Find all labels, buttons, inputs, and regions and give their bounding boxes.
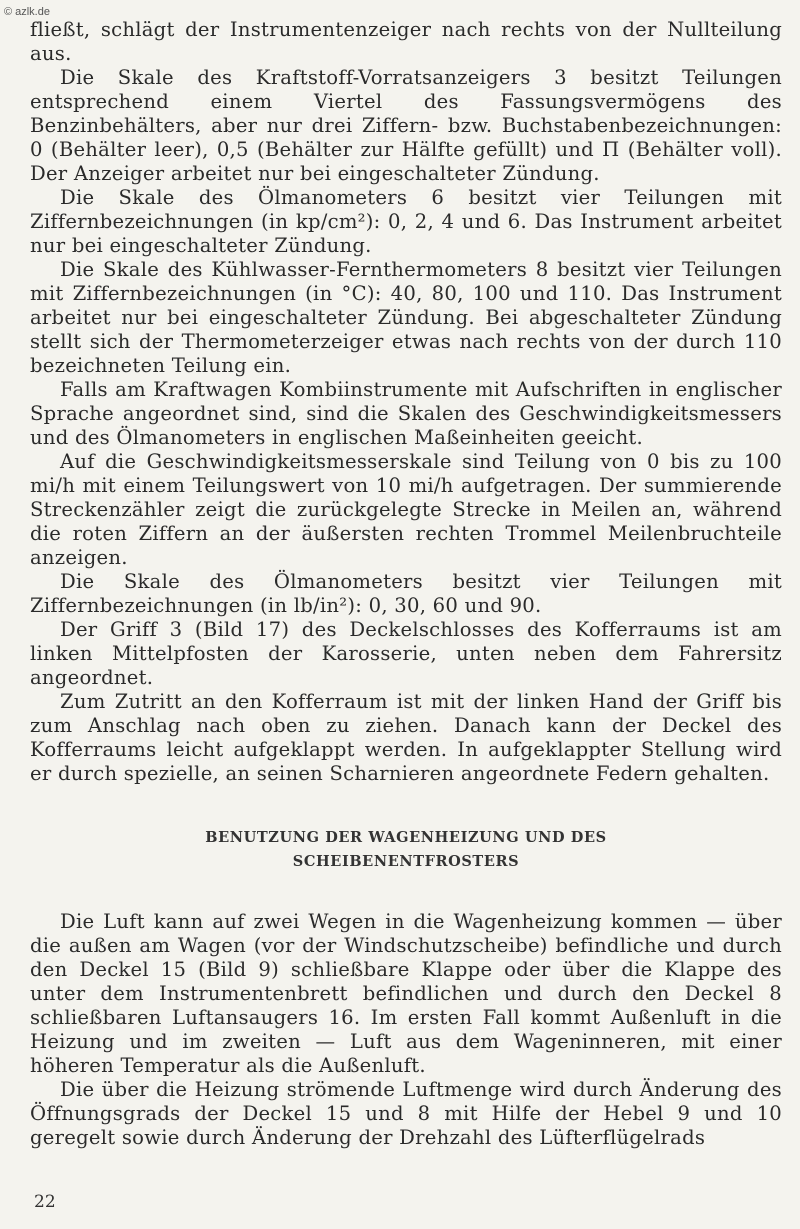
paragraph-oil-manometer-imperial: Die Skale des Ölmanometers besitzt vier Teilungen mit Ziffernbezeichnungen (in lb/in²): 0, 30, 60 und 90. bbox=[30, 570, 782, 617]
paragraph-speedometer: Auf die Geschwindigkeitsmesserskale sind Teilung von 0 bis zu 100 mi/h mit einem Teilungswert von 10 mi/h aufgetragen. Der summierende Streckenzähler zeigt die zurückgelegte Strecke in Meilen an, während die roten Ziffern an der äußersten rechten Trommel Meilenbruchteile anzeigen. bbox=[30, 450, 782, 569]
paragraph-trunk-handle: Der Griff 3 (Bild 17) des Deckelschlosses des Kofferraums ist am linken Mittelpfosten der Karosserie, unten neben dem Fahrersitz angeordnet. bbox=[30, 618, 782, 689]
paragraph-thermometer: Die Skale des Kühlwasser-Fernthermometers 8 besitzt vier Teilungen mit Ziffernbezeichnungen (in °C): 40, 80, 100 und 110. Das Instrument arbeitet nur bei eingeschalteter Zündung. Bei abgeschalteter Zündung stellt sich der Thermometerzeiger etwas nach rechts von der durch 110 bezeichneten Teilung ein. bbox=[30, 258, 782, 377]
paragraph-oil-manometer: Die Skale des Ölmanometers 6 besitzt vier Teilungen mit Ziffernbezeichnungen (in kp/cm²): 0, 2, 4 und 6. Das Instrument arbeitet nur bei eingeschalteter Zündung. bbox=[30, 186, 782, 257]
paragraph-trunk-access: Zum Zutritt an den Kofferraum ist mit der linken Hand der Griff bis zum Anschlag nach oben zu ziehen. Danach kann der Deckel des Kofferraums leicht aufgeklappt werden. In aufgeklappter Stellung wird er durch spezielle, an seinen Scharnieren angeordnete Federn gehalten. bbox=[30, 690, 782, 785]
page-body bbox=[30, 18, 782, 1150]
section-heading bbox=[30, 826, 782, 874]
page-number: 22 bbox=[34, 1192, 56, 1212]
copyright-icon: © bbox=[4, 6, 13, 18]
watermark-text: azlk.de bbox=[15, 6, 50, 18]
paragraph-heater-regulation: Die über die Heizung strömende Luftmenge wird durch Änderung des Öffnungsgrads der Deckel 15 und 8 mit Hilfe der Hebel 9 und 10 geregelt sowie durch Änderung der Drehzahl des Lüfterflügelrads bbox=[30, 1078, 782, 1149]
paragraph-english-instruments: Falls am Kraftwagen Kombiinstrumente mit Aufschriften in englischer Sprache angeordnet sind, sind die Skalen des Geschwindigkeitsmessers und des Ölmanometers in englischen Maßeinheiten geeicht. bbox=[30, 378, 782, 449]
paragraph-heater-air: Die Luft kann auf zwei Wegen in die Wagenheizung kommen — über die außen am Wagen (vor der Windschutzscheibe) befindliche und durch den Deckel 15 (Bild 9) schließbare Klappe oder über die Klappe des unter dem Instrumentenbrett befindlichen und durch den Deckel 8 schließbaren Luftansaugers 16. Im ersten Fall kommt Außenluft in die Heizung und im zweiten — Luft aus dem Wageninneren, mit einer höheren Temperatur als die Außenluft. bbox=[30, 910, 782, 1077]
watermark bbox=[4, 6, 50, 18]
paragraph-fuel-gauge: Die Skale des Kraftstoff-Vorratsanzeigers 3 besitzt Teilungen entsprechend einem Viertel des Fassungsvermögens des Benzinbehälters, aber nur drei Ziffern- bzw. Buchstabenbezeichnungen: 0 (Behälter leer), 0,5 (Behälter zur Hälfte gefüllt) und П (Behälter voll). Der Anzeiger arbeitet nur bei eingeschalteter Zündung. bbox=[30, 66, 782, 185]
section-heading-line-2: SCHEIBENENTFROSTERS bbox=[292, 853, 520, 870]
paragraph-continuation: fließt, schlägt der Instrumentenzeiger nach rechts von der Nullteilung aus. bbox=[30, 18, 782, 65]
section-heading-line-1: BENUTZUNG DER WAGENHEIZUNG UND DES bbox=[205, 829, 607, 846]
